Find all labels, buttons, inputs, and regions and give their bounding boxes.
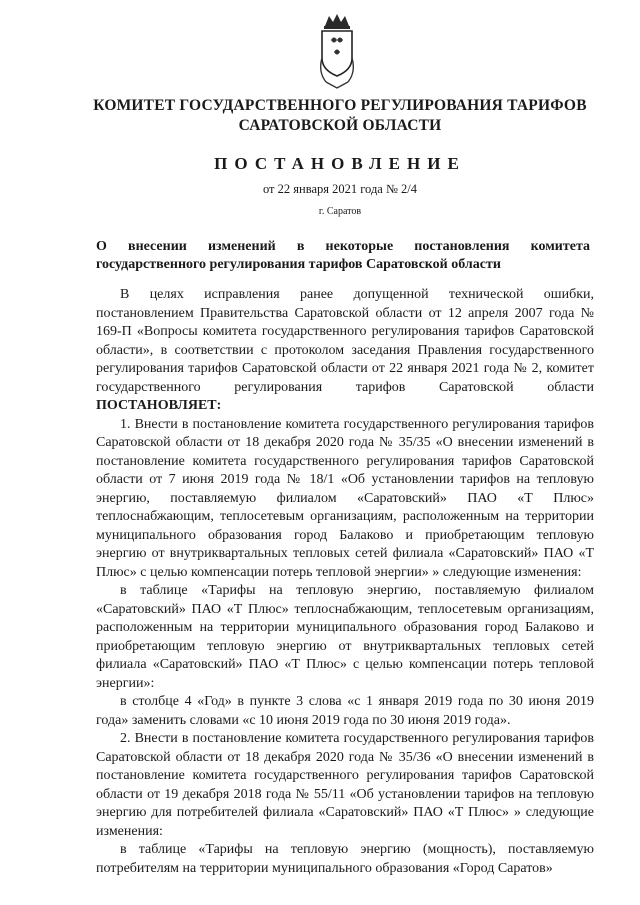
document-subject: О внесении изменений в некоторые постановления комитета государственного регулирования тарифов Саратовской области <box>96 239 590 272</box>
document-type-title: ПОСТАНОВЛЕНИЕ <box>214 154 466 173</box>
paragraph-1b: в столбце 4 «Год» в пункте 3 слова «с 1 января 2019 года по 30 июня 2019 года» заменить словами «с 10 июня 2019 года по 30 июня 2019 года». <box>96 694 594 728</box>
document-city: г. Саратов <box>318 206 362 217</box>
intro-paragraph <box>96 286 594 416</box>
paragraph-1: 1. Внести в постановление комитета государственного регулирования тарифов Саратовской области от 18 декабря 2020 года № 35/35 «О внесении изменений в постановление комитета государственного регулирования тарифов Саратовской области от 7 июня 2019 года № 18/1 «Об установлении тарифов на тепловую энергию, поставляемую филиалом «Саратовский» ПАО «Т Плюс» теплоснабжающим, теплосетевым организациям, расположенным на территории муниципального образования город Балаково и приобретающим тепловую энергию от внутриквартальных тепловых сетей филиала «Саратовский» ПАО «Т Плюс» с целью компенсации потерь тепловой энергии» » следующие изменения: <box>96 416 594 580</box>
committee-name-line-1: КОМИТЕТ ГОСУДАРСТВЕННОГО РЕГУЛИРОВАНИЯ ТАРИФОВ <box>93 97 587 114</box>
paragraph-2: 2. Внести в постановление комитета государственного регулирования тарифов Саратовской области от 18 декабря 2020 года № 35/36 «О внесении изменений в постановление комитета государственного регулирования тарифов Саратовской области от 19 декабря 2018 года № 55/11 «Об установлении тарифов на тепловую энергию для потребителей филиала «Саратовский» ПАО «Т Плюс» » следующие изменения: <box>96 731 594 839</box>
saratov-coat-of-arms-icon <box>316 12 358 94</box>
committee-name-line-2: САРАТОВСКОЙ ОБЛАСТИ <box>238 117 442 134</box>
paragraph-2a: в таблице «Тарифы на тепловую энергию (мощность), поставляемую потребителям на территории муниципального образования «Город Саратов» <box>96 842 594 876</box>
decree-keyword: ПОСТАНОВЛЯЕТ: <box>96 398 222 413</box>
document-date-number: от 22 января 2021 года № 2/4 <box>262 182 418 196</box>
document-body <box>96 286 594 878</box>
paragraph-1a: в таблице «Тарифы на тепловую энергию, поставляемую филиалом «Саратовский» ПАО «Т Плюс» теплоснабжающим, теплосетевым организациям, расположенным на территории муниципального образования город Балаково и приобретающим тепловую энергию от внутриквартальных тепловых сетей филиала «Саратовский» ПАО «Т Плюс» с целью компенсации потерь тепловой энергии»: <box>96 583 594 691</box>
intro-text: В целях исправления ранее допущенной технической ошибки, постановлением Правительства Саратовской области от 12 апреля 2007 года № 169-П «Вопросы комитета государственного регулирования тарифов Саратовской области», в соответствии с протоколом заседания Правления государственного регулирования тарифов Саратовской области от 22 января 2021 года № 2, комитет государственного регулирования тарифов Саратовской области <box>96 287 594 395</box>
